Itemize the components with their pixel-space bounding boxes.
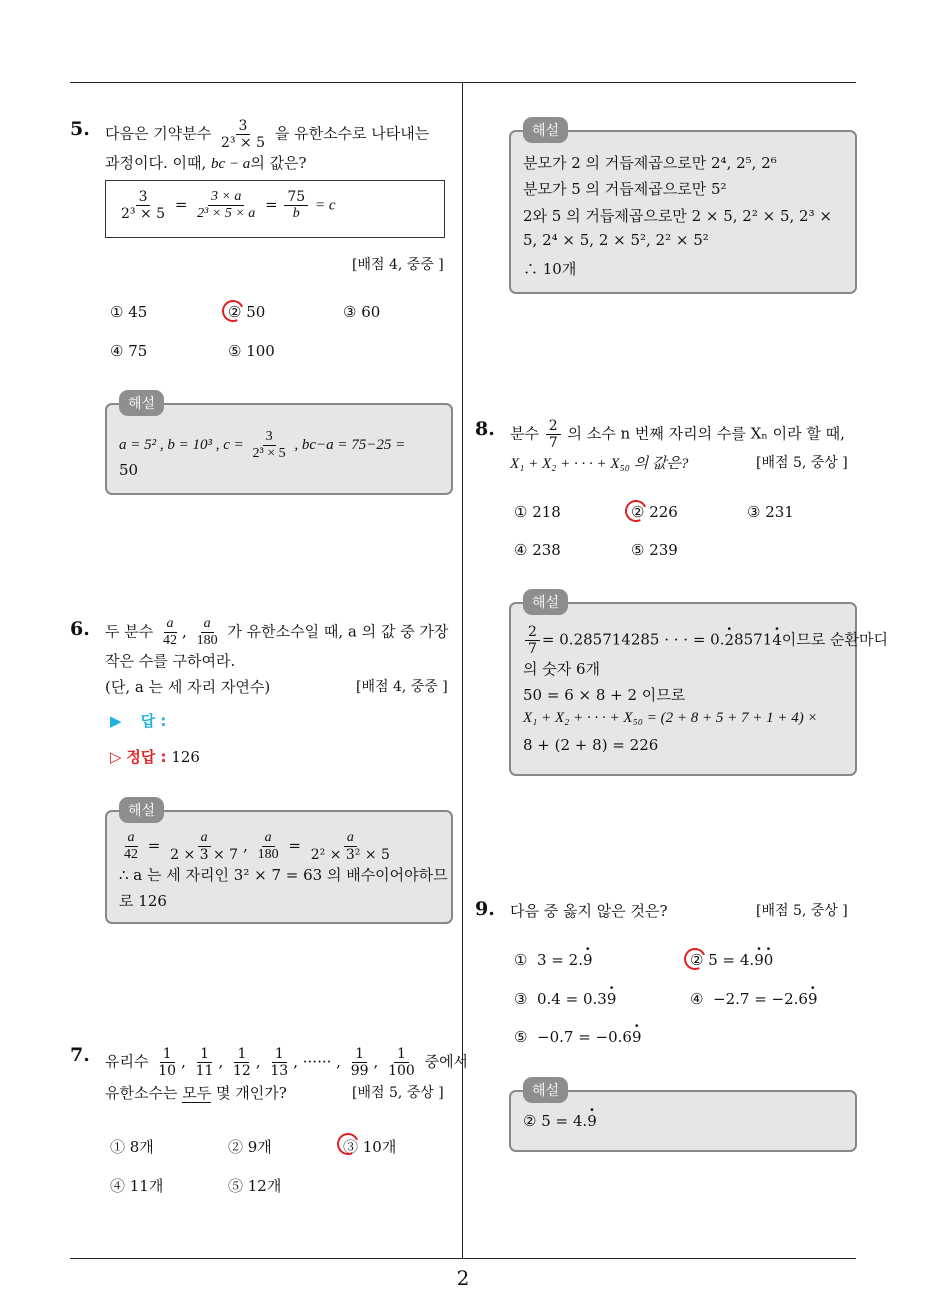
- q8-choice-1[interactable]: ① 218: [514, 503, 561, 521]
- question-9-text: 다음 중 옳지 않은 것은?: [510, 902, 668, 920]
- q7-choice-5[interactable]: ⑤ 12개: [228, 1177, 282, 1195]
- q5-text-b: 을 유한소수로 나타내는: [274, 124, 430, 143]
- q9-choice-4[interactable]: ④ −2.7 = −2.6· 9: [690, 990, 818, 1008]
- q6-key-row: [110, 746, 200, 767]
- page-number: 2: [456, 1266, 470, 1290]
- q6-answer-row[interactable]: [110, 710, 166, 731]
- q9-choice-5[interactable]: ⑤ −0.7 = −0.6· 9: [514, 1028, 642, 1046]
- key-label: 정답 :: [126, 748, 167, 766]
- q5-choice-5[interactable]: ⑤ 100: [228, 342, 275, 360]
- q8-choice-2[interactable]: ② 226: [631, 503, 678, 521]
- q5-fraction: $\frac{3}{\text{2³ × 5}}$: [220, 118, 266, 152]
- q8-choice-3[interactable]: ③ 231: [747, 503, 794, 521]
- answer-label: 답 :: [140, 712, 167, 730]
- q7-solution-box: 분모가 2 의 거듭제곱으로만 2⁴, 2⁵, 2⁶ 분모가 5 의 거듭제곱으로만 5² 2와 5 의 거듭제곱으로만 2 × 5, 2² × 5, 2³ × 5, 2⁴ × 5, 2 × 5², 2² × 5² ∴ 10개: [509, 130, 857, 294]
- question-7-line1: 유리수 $\frac{1}{10}$ , $\frac{1}{11}$ , $\frac{1}{12}$ , $\frac{1}{13}$ , ······ , $\frac{1}{99}$ , $\frac{1}{100}$ 중에서: [105, 1046, 469, 1080]
- column-divider: [462, 82, 463, 1258]
- q5-process-box: $\frac{3}{\text{2³ × 5}}$ = $\frac{3 \times a}{\text{2³ × 5 × a}}$ = $\frac{75}{b}$ = c: [105, 180, 445, 238]
- question-8-number: 8.: [475, 418, 495, 440]
- q6-solution-tag: 해설: [119, 797, 164, 823]
- q9-choice-3[interactable]: ③ 0.4 = 0.3· 9: [514, 990, 616, 1008]
- question-7-number: 7.: [70, 1044, 90, 1066]
- question-8-line2: X₁ + X₂ + · · · + X₅₀ 의 값은?: [510, 456, 689, 472]
- question-6-number: 6.: [70, 618, 90, 640]
- q6-meta: [배점 4, 중중 ]: [356, 679, 448, 695]
- q5-choice-1[interactable]: ① 45: [110, 303, 148, 321]
- q8-solution-tag: 해설: [523, 589, 568, 615]
- q6-solution-box: $\frac{a}{42}$ = $\frac{a}{2 \times 3 \times 7}$ , $\frac{a}{180}$ = $\frac{a}{\text{2² × 3² × 5}}$ ∴ a 는 세 자리인 3² × 7 = 63 의 배수이어야하므 로 126: [105, 810, 453, 924]
- q7-choice-4[interactable]: ④ 11개: [110, 1177, 164, 1195]
- question-5-line2: 과정이다. 이때, bc − a의 값은?: [105, 154, 307, 172]
- answer-arrow-icon: ▶: [110, 712, 122, 730]
- question-5-number: 5.: [70, 118, 90, 140]
- question-5-line1: [105, 118, 429, 151]
- q5-choice-2[interactable]: ② 50: [228, 303, 266, 321]
- key-value: 126: [171, 748, 200, 766]
- q8-choice-5[interactable]: ⑤ 239: [631, 541, 678, 559]
- q7-solution-tag: 해설: [523, 117, 568, 143]
- q8-solution-box: $\frac{2}{7}$ = 0.285714285 · · · = 0.· 28571· 4이므로 순환마디 의 숫자 6개 50 = 6 × 8 + 2 이므로 X₁ + X₂ + · · · + X₅₀ = (2 + 8 + 5 + 7 + 1 + 4) × 8 + (2 + 8) = 226: [509, 602, 857, 776]
- q9-solution-tag: 해설: [523, 1077, 568, 1103]
- q5-choice-3[interactable]: ③ 60: [343, 303, 381, 321]
- q7-choice-2[interactable]: ② 9개: [228, 1138, 272, 1156]
- question-6-line2: 작은 수를 구하여라.: [105, 652, 236, 670]
- q8-meta: [배점 5, 중상 ]: [756, 455, 848, 471]
- question-8-line1: 분수 $\frac{2}{7}$ 의 소수 n 번째 자리의 수를 Xₙ 이라 할 때,: [510, 418, 845, 452]
- q9-meta: [배점 5, 중상 ]: [756, 903, 848, 919]
- q5-solution-tag: 해설: [119, 390, 164, 416]
- q7-choice-1[interactable]: ① 8개: [110, 1138, 154, 1156]
- q5-choice-4[interactable]: ④ 75: [110, 342, 148, 360]
- key-arrow-icon: ▷: [110, 748, 122, 766]
- question-7-line2: 유한소수는 모두 몇 개인가?: [105, 1084, 287, 1102]
- q5-solution-box: a = 5² , b = 10³ , c = $\frac{3}{\text{2³ × 5}}$ , bc−a = 75−25 = 50: [105, 403, 453, 495]
- q9-choice-1[interactable]: ① 3 = 2.· 9: [514, 951, 593, 969]
- q9-solution-box: ② 5 = 4.· 9: [509, 1090, 857, 1152]
- q5-meta: [배점 4, 중중 ]: [352, 257, 444, 273]
- top-rule: [70, 82, 856, 83]
- question-6-line3: (단, a 는 세 자리 자연수): [105, 678, 271, 696]
- q8-choice-4[interactable]: ④ 238: [514, 541, 561, 559]
- question-6-line1: 두 분수 $\frac{a}{42}$ , $\frac{a}{180}$ 가 유한소수일 때, a 의 값 중 가장: [105, 616, 449, 649]
- q9-choice-2[interactable]: ② 5 = 4.· 9· 0: [690, 951, 773, 969]
- q7-choice-3[interactable]: ③ 10개: [343, 1138, 397, 1156]
- bottom-rule: [70, 1258, 856, 1259]
- question-9-number: 9.: [475, 898, 495, 920]
- q5-text-a: 다음은 기약분수: [105, 124, 212, 143]
- q7-meta: [배점 5, 중상 ]: [352, 1085, 444, 1101]
